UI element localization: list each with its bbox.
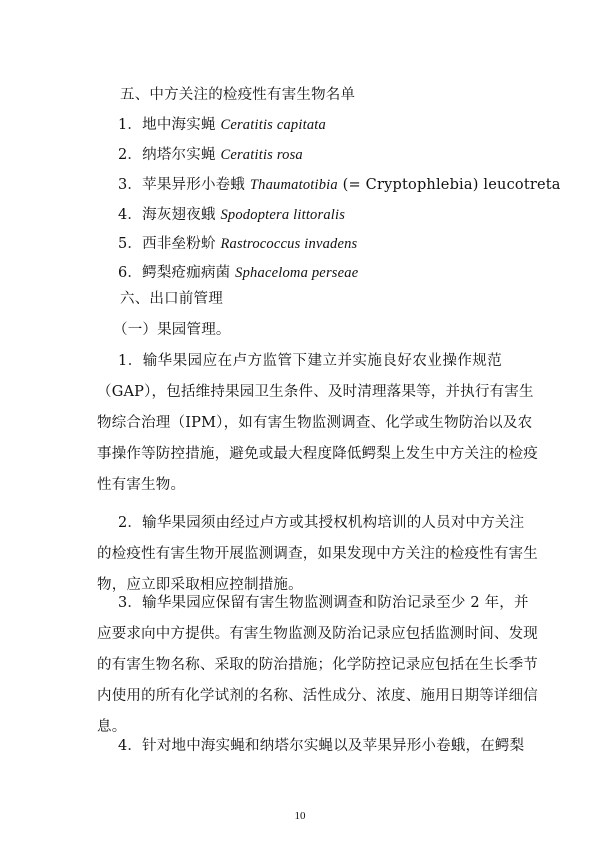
paragraph-line: （GAP），包括维持果园卫生条件、及时清理落果等，并执行有害生 bbox=[97, 384, 534, 400]
pest-common-name: 海灰翅夜蛾 bbox=[142, 207, 221, 223]
pest-item bbox=[118, 235, 357, 253]
pest-number: 5． bbox=[118, 236, 143, 252]
pest-number: 3． bbox=[118, 177, 143, 193]
pest-common-name: 苹果异形小卷蛾 bbox=[142, 177, 250, 193]
paragraph-line: 的检疫性有害生物开展监测调查，如果发现中方关注的检疫性有害生 bbox=[97, 546, 538, 562]
pest-item bbox=[118, 116, 326, 134]
pest-common-name: 地中海实蝇 bbox=[142, 117, 221, 133]
paragraph-line: 物综合治理（IPM），如有害生物监测调查、化学或生物防治以及农 bbox=[97, 415, 533, 431]
paragraph-line: 息。 bbox=[97, 719, 127, 735]
paragraph-line: 4．针对地中海实蝇和纳塔尔实蝇以及苹果异形小卷蛾，在鳄梨 bbox=[118, 738, 525, 754]
pest-scientific-name: Ceratitis capitata bbox=[220, 117, 326, 133]
section-5-heading: 五、中方关注的检疫性有害生物名单 bbox=[120, 87, 356, 103]
paragraph-line: 2．输华果园须由经过卢方或其授权机构培训的人员对中方关注 bbox=[118, 515, 525, 531]
paragraph-line: 的有害生物名称、采取的防治措施；化学防控记录应包括在生长季节 bbox=[97, 657, 538, 673]
pest-scientific-name: Spodoptera littoralis bbox=[220, 207, 346, 223]
pest-number: 1． bbox=[118, 117, 143, 133]
paragraph-line: 3．输华果园应保留有害生物监测调查和防治记录至少 2 年，并 bbox=[118, 595, 529, 611]
paragraph-line: 内使用的所有化学试剂的名称、活性成分、浓度、施用日期等详细信 bbox=[97, 688, 538, 704]
paragraph-line: 应要求向中方提供。有害生物监测及防治记录应包括监测时间、发现 bbox=[97, 626, 538, 642]
pest-item bbox=[118, 206, 345, 224]
paragraph-line: 事操作等防控措施，避免或最大程度降低鳄梨上发生中方关注的检疫 bbox=[97, 446, 538, 462]
paragraph-line: 物，应立即采取相应控制措施。 bbox=[97, 577, 303, 593]
pest-scientific-name: Sphaceloma perseae bbox=[235, 265, 359, 281]
pest-scientific-name: Ceratitis rosa bbox=[220, 147, 303, 163]
subsection-heading: （一）果园管理。 bbox=[113, 322, 231, 338]
pest-number: 6． bbox=[118, 265, 143, 281]
pest-number: 4． bbox=[118, 207, 143, 223]
pest-synonym: (= Cryptophlebia) leucotreta bbox=[337, 177, 561, 193]
page-number: 10 bbox=[294, 810, 306, 822]
pest-common-name: 鳄梨疮痂病菌 bbox=[142, 265, 236, 281]
pest-item bbox=[118, 264, 358, 282]
pest-common-name: 西非垒粉蚧 bbox=[142, 236, 221, 252]
paragraph-line: 性有害生物。 bbox=[97, 477, 186, 493]
pest-number: 2． bbox=[118, 147, 143, 163]
paragraph-line: 1．输华果园应在卢方监管下建立并实施良好农业操作规范 bbox=[118, 353, 502, 369]
pest-item bbox=[118, 146, 303, 164]
pest-scientific-name: Rastrococcus invadens bbox=[220, 236, 358, 252]
pest-scientific-name: Thaumatotibia bbox=[249, 177, 338, 193]
pest-common-name: 纳塔尔实蝇 bbox=[142, 147, 221, 163]
section-6-heading: 六、出口前管理 bbox=[120, 291, 223, 307]
pest-item bbox=[118, 176, 561, 194]
